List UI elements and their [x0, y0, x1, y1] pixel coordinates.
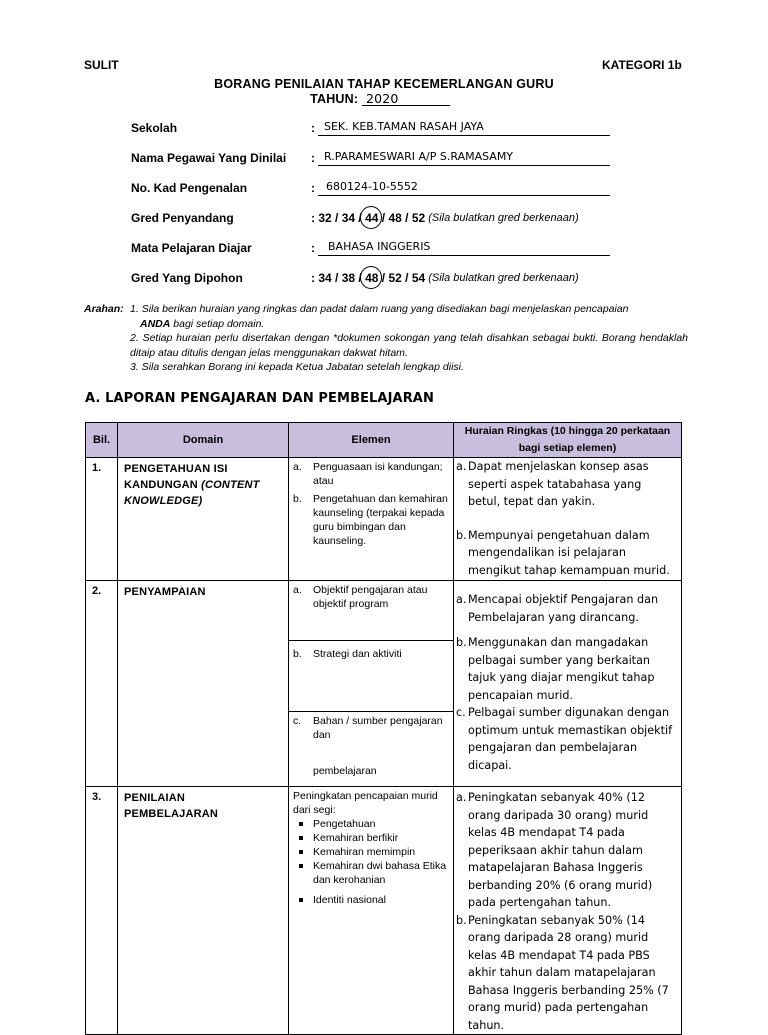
bullet-item: Identiti nasional [297, 893, 449, 907]
nama-label: Nama Pegawai Yang Dinilai [131, 151, 287, 165]
elemen-item [293, 647, 449, 661]
huraian-item [456, 591, 679, 626]
row-domain: PENYAMPAIAN [118, 581, 289, 787]
huraian-text: Mencapai objektif Pengajaran dan Pembelajaran yang dirancang. [468, 593, 659, 624]
gred-dipohon-label: Gred Yang Dipohon [131, 271, 243, 285]
header-bil: Bil. [86, 423, 118, 458]
row-elemen [289, 787, 454, 1035]
grade-option[interactable]: 54 [411, 271, 426, 285]
grade-option[interactable]: 34 [318, 271, 332, 285]
colon: : [311, 151, 315, 165]
header-elemen: Elemen [289, 423, 454, 458]
huraian-key: a. [456, 460, 467, 473]
sulit-label: SULIT [84, 58, 119, 72]
huraian-text: Peningkatan sebanyak 40% (12 orang daripada 30 orang) murid kelas 4B mendapat T4 pada peperiksaan akhir tahun dalam matapelajaran Bahasa Inggeris berbanding 20% (6 orang murid) pada pertengahan tahun. [468, 791, 653, 909]
huraian-item [456, 704, 679, 774]
elemen-intro: Peningkatan pencapaian murid dari segi: [293, 790, 438, 816]
elemen-item [293, 583, 449, 611]
grade-option[interactable]: 48 [388, 211, 402, 225]
tahun-label: TAHUN: [310, 92, 359, 106]
huraian-text: Peningkatan sebanyak 50% (14 orang daripada 28 orang) murid kelas 4B mendapat T4 pada PBS akhir tahun dalam matapelajaran Bahasa Inggeris berbanding 25% (7 orang murid) pada pertengahan tahun. [468, 913, 669, 1032]
tahun-row [0, 92, 764, 106]
row-bil: 3. [86, 787, 118, 1035]
huraian-item [456, 912, 679, 1035]
colon: : [311, 241, 315, 255]
domain-text: PENILAIAN PEMBELAJARAN [124, 792, 219, 820]
huraian-key: a. [456, 593, 467, 606]
row-domain [118, 458, 289, 581]
huraian-text: Mempunyai pengetahuan dalam mengendalikan isi pelajaran mengikut tahap kemampuan murid. [468, 528, 670, 577]
sekolah-value: SEK. KEB.TAMAN RASAH JAYA [324, 120, 484, 133]
arahan-text: Sila berikan huraian yang ringkas dan padat dalam ruang yang disediakan bagi menjelaskan pencapaian [141, 303, 629, 315]
kad-label: No. Kad Pengenalan [131, 181, 248, 195]
gred-penyandang-label: Gred Penyandang [131, 211, 234, 225]
elemen-key: b. [293, 648, 302, 660]
arahan-text: Setiap huraian perlu disertakan dengan *dokumen sokongan yang telah disahkan sebagai bukti. Borang hendaklah ditaip atau ditulis dengan jelas menggunakan dakwat hitam. [130, 332, 689, 359]
elemen-bullets [297, 817, 449, 907]
laporan-table [85, 422, 682, 1035]
arahan-item [130, 331, 688, 360]
grade-option[interactable]: 52 [388, 271, 402, 285]
row-domain [118, 787, 289, 1035]
huraian-key: b. [456, 913, 467, 927]
grade-note: (Sila bulatkan gred berkenaan) [428, 212, 579, 224]
gred-dipohon-options: : 34 / 38 / 48 / 52 / 54 (Sila bulatkan gred berkenaan) [311, 271, 579, 285]
elemen-text: Penguasaan isi kandungan; atau [313, 461, 443, 487]
elemen-text: Objektif pengajaran atau objektif program [313, 584, 428, 610]
huraian-item [456, 458, 679, 511]
arahan-num: 2. [130, 332, 139, 344]
kad-field[interactable] [318, 180, 610, 196]
elemen-text: Bahan / sumber pengajaran dan [313, 715, 443, 741]
huraian-text: Menggunakan dan mangadakan pelbagai sumber yang berkaitan tajuk yang diajar mengikut tahap pencapaian murid. [468, 636, 655, 702]
arahan-item [130, 302, 688, 331]
arahan-label: Arahan: [84, 303, 124, 315]
grade-option[interactable]: 52 [411, 211, 426, 225]
row-elemen [289, 458, 454, 581]
grade-option-selected[interactable]: 44 [365, 211, 379, 225]
elemen-cell [289, 712, 453, 786]
mata-pelajaran-label: Mata Pelajaran Diajar [131, 241, 252, 255]
grade-note: (Sila bulatkan gred berkenaan) [428, 272, 579, 284]
grade-option[interactable]: 34 [341, 211, 356, 225]
grade-option[interactable]: 32 [318, 211, 332, 225]
huraian-text: Pelbagai sumber digunakan dengan optimum untuk memastikan objektif pengajaran dan pembelajaran dicapai. [468, 706, 673, 772]
huraian-item [456, 634, 679, 704]
gred-penyandang-options: : 32 / 34 / 44 / 48 / 52 (Sila bulatkan gred berkenaan) [311, 211, 579, 225]
table-row [86, 581, 682, 787]
row-huraian[interactable] [454, 581, 682, 787]
elemen-text-cont: pembelajaran [313, 765, 377, 777]
elemen-key: a. [293, 461, 302, 473]
mata-pelajaran-field[interactable] [318, 240, 610, 256]
elemen-item [293, 714, 449, 742]
nama-value: R.PARAMESWARI A/P S.RAMASAMY [324, 150, 514, 163]
bullet-item: Kemahiran dwi bahasa Etika dan kerohanian [297, 859, 449, 887]
huraian-key: b. [456, 528, 467, 542]
domain-text: PENGETAHUAN ISI KANDUNGAN [124, 463, 228, 491]
grade-option-selected[interactable]: 48 [365, 271, 379, 285]
table-row [86, 458, 682, 581]
nama-field[interactable] [318, 150, 610, 166]
elemen-key: c. [293, 715, 302, 727]
arahan-tail: bagi setiap domain. [170, 317, 265, 330]
arahan-list [130, 302, 688, 375]
sekolah-field[interactable] [318, 120, 610, 136]
form-title: BORANG PENILAIAN TAHAP KECEMERLANGAN GURU [214, 77, 554, 91]
huraian-key: a. [456, 791, 467, 804]
arahan-bold: ANDA [140, 317, 171, 330]
row-bil: 1. [86, 458, 118, 581]
huraian-key: b. [456, 636, 467, 649]
colon: : [311, 121, 315, 135]
huraian-key: c. [456, 706, 466, 719]
colon: : [311, 181, 315, 195]
section-a-title: A. LAPORAN PENGAJARAN DAN PEMBELAJARAN [85, 391, 434, 406]
elemen-key: b. [293, 493, 302, 505]
arahan-text: Sila serahkan Borang ini kepada Ketua Jabatan setelah lengkap diisi. [141, 361, 464, 373]
huraian-text: Dapat menjelaskan konsep asas seperti aspek tatabahasa yang betul, tepat dan yakin. [468, 460, 649, 508]
elemen-text: Strategi dan aktiviti [313, 648, 402, 660]
bullet-item: Kemahiran memimpin [297, 845, 449, 859]
elemen-item [293, 492, 449, 548]
grade-option[interactable]: 38 [341, 271, 356, 285]
row-bil: 2. [86, 581, 118, 787]
huraian-item [456, 789, 679, 912]
table-header-row [86, 423, 682, 458]
elemen-item [293, 460, 449, 488]
row-huraian[interactable] [454, 787, 682, 1035]
tahun-value[interactable]: 2020 [362, 93, 450, 106]
sekolah-label: Sekolah [131, 121, 178, 135]
elemen-text: Pengetahuan dan kemahiran kaunseling (terpakai kepada guru bimbingan dan kaunseling. [313, 493, 448, 547]
huraian-item [456, 527, 679, 580]
header-domain: Domain [118, 423, 289, 458]
table-row [86, 787, 682, 1035]
domain-text-italic: (CONTENT KNOWLEDGE) [124, 479, 260, 507]
arahan-num: 1. [130, 303, 139, 315]
header-huraian: Huraian Ringkas (10 hingga 20 perkataan bagi setiap elemen) [454, 423, 682, 458]
kategori-label: KATEGORI 1b [602, 58, 682, 72]
bullet-item: Pengetahuan [297, 817, 449, 831]
mata-pelajaran-value: BAHASA INGGERIS [328, 240, 431, 253]
elemen-cell [289, 641, 453, 712]
arahan-item [130, 360, 688, 375]
arahan-num: 3. [130, 361, 139, 373]
elemen-cell [289, 581, 453, 641]
bullet-item: Kemahiran berfikir [297, 831, 449, 845]
row-huraian[interactable] [454, 458, 682, 581]
elemen-key: a. [293, 584, 302, 596]
kad-value: 680124-10-5552 [326, 180, 418, 193]
row-elemen [289, 581, 454, 787]
